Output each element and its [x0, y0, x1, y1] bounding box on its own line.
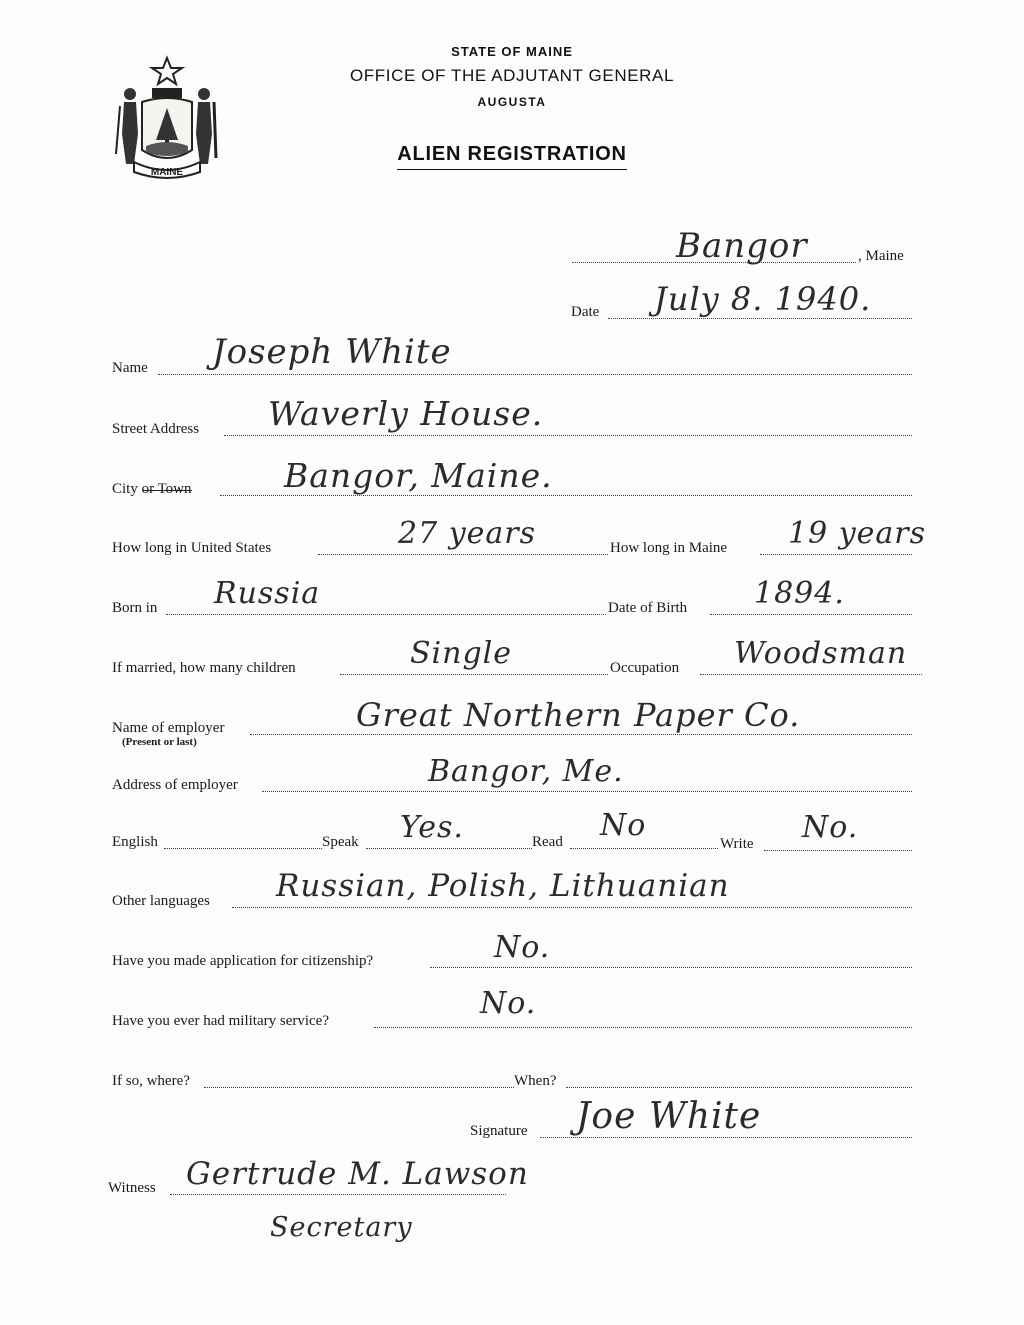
city-value: Bangor, Maine. — [284, 456, 553, 495]
military-value: No. — [480, 986, 537, 1021]
write-line — [764, 850, 912, 851]
citizenship-label: Have you made application for citizenship? — [112, 953, 374, 969]
read-value: No — [600, 808, 647, 843]
other-languages-label: Other languages — [112, 893, 210, 909]
other-languages-value: Russian, Polish, Lithuanian — [276, 868, 730, 904]
date-of-birth-label: Date of Birth — [608, 600, 688, 616]
street-label: Street Address — [112, 421, 200, 437]
employer-address-line — [262, 791, 912, 792]
born-in-line — [166, 614, 606, 615]
how-long-maine-label: How long in Maine — [610, 540, 728, 556]
citizenship-value: No. — [494, 930, 551, 965]
street-value: Waverly House. — [268, 394, 544, 433]
date-value: July 8. 1940. — [654, 280, 872, 318]
svg-text:MAINE: MAINE — [150, 167, 184, 178]
town-struck-label: or Town — [141, 481, 192, 497]
if-so-where-line — [204, 1087, 514, 1088]
name-label: Name — [112, 360, 148, 376]
write-value: No. — [802, 810, 859, 845]
how-long-us-value: 27 years — [398, 516, 537, 551]
witness-line — [170, 1194, 506, 1195]
if-so-where-label: If so, where? — [112, 1073, 190, 1089]
date-label: Date — [571, 304, 600, 320]
military-line — [374, 1027, 912, 1028]
how-long-maine-line — [760, 554, 912, 555]
occupation-label: Occupation — [610, 660, 680, 676]
employer-line — [250, 734, 912, 735]
city-line — [220, 495, 912, 496]
when-line — [566, 1087, 912, 1088]
witness-value: Gertrude M. Lawson — [186, 1156, 529, 1192]
how-long-us-label: How long in United States — [112, 540, 272, 556]
how-long-maine-value: 19 years — [788, 516, 927, 551]
employer-note: (Present or last) — [122, 736, 197, 748]
name-value: Joseph White — [212, 332, 452, 372]
employer-address-value: Bangor, Me. — [428, 754, 624, 789]
occupation-line — [700, 674, 922, 675]
born-in-label: Born in — [112, 600, 158, 616]
citizenship-line — [430, 967, 912, 968]
signature-label: Signature — [470, 1123, 528, 1139]
read-line — [570, 848, 718, 849]
office-heading: OFFICE OF THE ADJUTANT GENERAL — [349, 66, 675, 85]
employer-value: Great Northern Paper Co. — [356, 696, 801, 734]
town-value: Bangor — [676, 226, 808, 266]
children-label: If married, how many children — [112, 660, 296, 676]
speak-label: Speak — [322, 834, 359, 850]
english-line — [164, 848, 322, 849]
english-label: English — [112, 834, 158, 850]
occupation-value: Woodsman — [734, 636, 908, 671]
write-label: Write — [720, 836, 754, 852]
city-label: City or Town — [112, 481, 192, 497]
name-line — [158, 374, 912, 375]
employer-address-label: Address of employer — [112, 777, 238, 793]
date-of-birth-value: 1894. — [754, 576, 845, 611]
signature-value: Joe White — [576, 1096, 762, 1137]
other-languages-line — [232, 907, 912, 908]
state-heading: STATE OF MAINE — [451, 44, 573, 59]
military-label: Have you ever had military service? — [112, 1013, 329, 1029]
street-line — [224, 435, 912, 436]
children-line — [340, 674, 608, 675]
when-label: When? — [514, 1073, 557, 1089]
employer-label: Name of employer — [112, 720, 225, 736]
maine-label: , Maine — [858, 248, 904, 264]
witness-label: Witness — [108, 1180, 156, 1196]
speak-value: Yes. — [400, 810, 464, 845]
witness-title-value: Secretary — [270, 1212, 413, 1243]
city-heading: AUGUSTA — [477, 95, 547, 109]
speak-line — [366, 848, 532, 849]
form-title: ALIEN REGISTRATION — [0, 143, 1024, 166]
date-of-birth-line — [710, 614, 912, 615]
read-label: Read — [532, 834, 563, 850]
date-line — [608, 318, 912, 319]
born-in-value: Russia — [214, 576, 321, 611]
children-value: Single — [410, 636, 513, 671]
how-long-us-line — [318, 554, 608, 555]
signature-line — [540, 1137, 912, 1138]
